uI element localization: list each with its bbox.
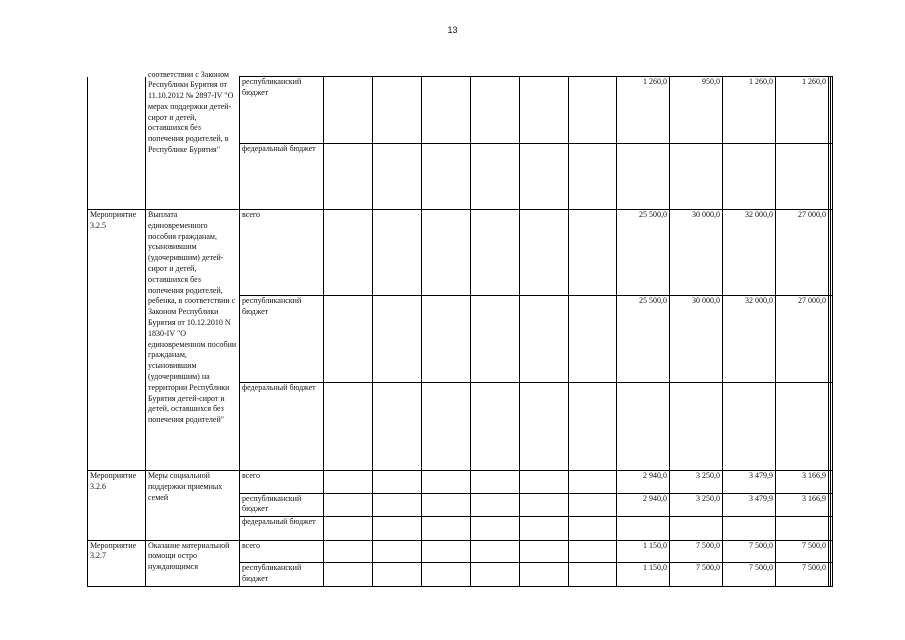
value-cell: 32 000,0 (723, 296, 776, 383)
value-cell: 25 500,0 (617, 210, 670, 296)
source-label: всего (240, 210, 324, 296)
value-cell: 30 000,0 (670, 210, 723, 296)
measure-code: Мероприятие 3.2.5 (88, 210, 146, 471)
source-label: республиканский бюджет (240, 563, 324, 587)
value-cell: 1 260,0 (723, 77, 776, 144)
page-number: 13 (447, 25, 458, 35)
value-cell (831, 493, 833, 516)
measure-name-cell (146, 69, 240, 210)
table-row (88, 77, 833, 144)
source-label: республиканский бюджет (240, 77, 324, 144)
value-cell: 7 500,0 (776, 563, 829, 587)
value-cell (831, 540, 833, 563)
source-label: федеральный бюджет (240, 383, 324, 471)
value-cell: 32 000,0 (723, 210, 776, 296)
value-cell: 7 500,0 (776, 540, 829, 563)
value-cell (831, 563, 833, 587)
value-cell (831, 296, 833, 383)
value-cell: 3 166,9 (776, 471, 829, 494)
table-row (88, 210, 833, 296)
value-cell: 3 479,9 (723, 471, 776, 494)
value-cell: 2 940,0 (617, 471, 670, 494)
source-label: федеральный бюджет (240, 516, 324, 540)
table-row (88, 540, 833, 563)
table-row (88, 471, 833, 494)
value-cell: 1 150,0 (617, 563, 670, 587)
value-cell (831, 210, 833, 296)
value-cell: 3 166,9 (776, 493, 829, 516)
measure-code: Мероприятие 3.2.6 (88, 471, 146, 541)
source-label: федеральный бюджет (240, 144, 324, 210)
value-cell: 25 500,0 (617, 296, 670, 383)
value-cell: 1 260,0 (617, 77, 670, 144)
value-cell: 3 479,9 (723, 493, 776, 516)
value-cell: 2 940,0 (617, 493, 670, 516)
source-label: всего (240, 471, 324, 494)
value-cell: 7 500,0 (670, 563, 723, 587)
value-cell: 3 250,0 (670, 471, 723, 494)
value-cell: 7 500,0 (723, 540, 776, 563)
value-cell (831, 471, 833, 494)
value-cell: 1 150,0 (617, 540, 670, 563)
budget-table-sheet (87, 69, 833, 583)
value-cell: 27 000,0 (776, 296, 829, 383)
measure-name: Выплата единовременного пособия гражданам, усыновившим (удочерившим) детей-сирот и детей, оставшихся без попечения родителей, ребенка, в соответствии с Законом Республики Бурятия от 10.12.2010 N 1830-IV "О единовременном пособии гражданам, усыновившим (удочерившим) на территории Республики Бурятия детей-сирот и детей, оставшихся без попечения родителей" (146, 210, 240, 471)
measure-name: Оказание материальной помощи остро нуждающимся (146, 540, 240, 587)
value-cell: 3 250,0 (670, 493, 723, 516)
value-cell: 7 500,0 (670, 540, 723, 563)
measure-code-cell (88, 77, 146, 210)
measure-name-text: Республики Бурятия от 11.10.2012 № 2897-IV "О мерах поддержки детей-сирот и детей, оставшихся без попечения родителей, в Республике Бурятия" (148, 80, 234, 155)
source-label: республиканский бюджет (240, 296, 324, 383)
value-cell (831, 77, 833, 144)
source-label: всего (240, 540, 324, 563)
source-label: республиканский бюджет (240, 493, 324, 516)
measure-code: Мероприятие 3.2.7 (88, 540, 146, 587)
measure-name-cut-line: соответствии с Законом (148, 69, 229, 79)
value-cell: 950,0 (670, 77, 723, 144)
value-cell: 27 000,0 (776, 210, 829, 296)
value-cell: 7 500,0 (723, 563, 776, 587)
budget-table (87, 69, 833, 587)
value-cell: 30 000,0 (670, 296, 723, 383)
measure-name: Меры социальной поддержки приемных семей (146, 471, 240, 541)
value-cell: 1 260,0 (776, 77, 829, 144)
